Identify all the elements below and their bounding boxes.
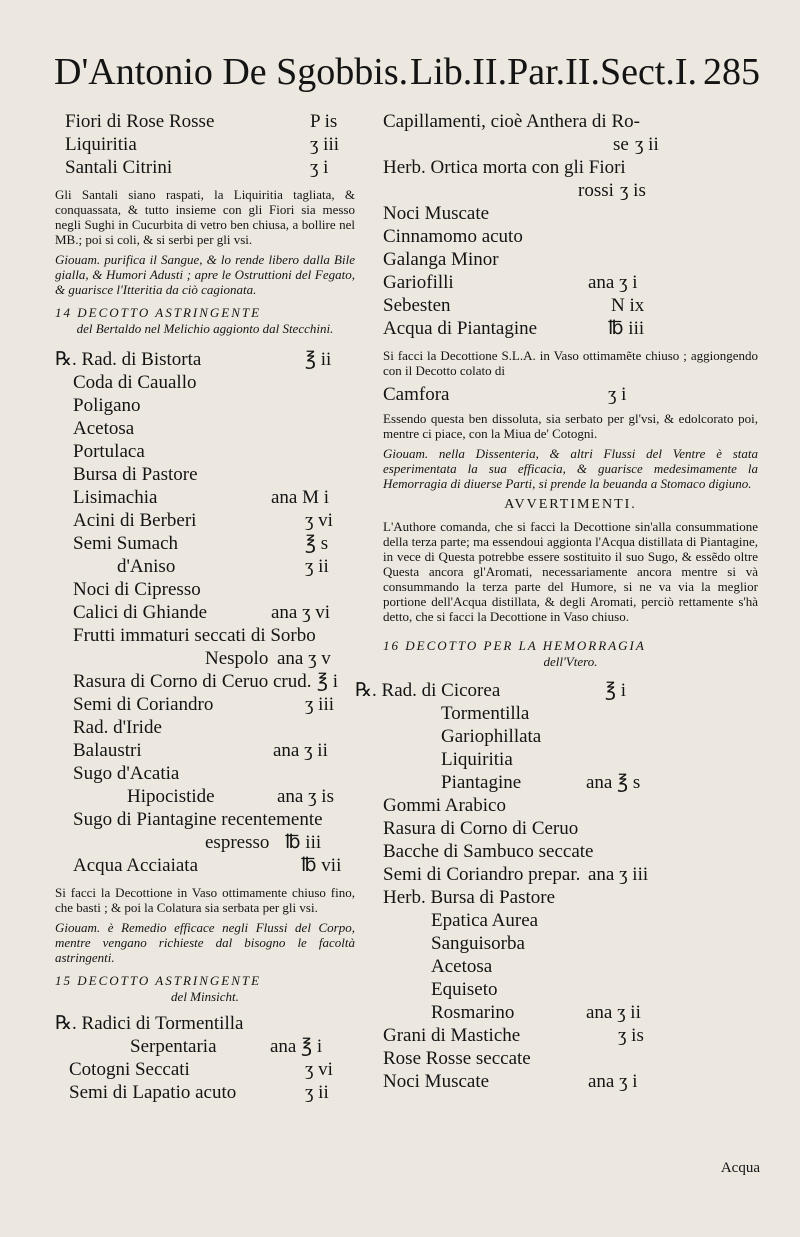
- ingredient: Acqua Acciaiata: [73, 855, 199, 876]
- recipe-row: [73, 624, 355, 647]
- ingredient: Fiori di Rose Rosse: [65, 111, 215, 132]
- quantity: ℥ i: [605, 680, 627, 701]
- recipe-row: [73, 509, 355, 532]
- recipe-row: [383, 1024, 758, 1047]
- ingredient: Galanga Minor: [383, 249, 499, 270]
- ingredient: Santali Citrini: [65, 157, 173, 178]
- ingredient: ℞. Rad. di Bistorta: [55, 349, 202, 370]
- ingredient: Lisimachia: [73, 487, 158, 508]
- ingredient: Sebesten: [383, 295, 451, 316]
- quantity: N ix: [611, 295, 645, 316]
- recipe-row: [383, 794, 758, 817]
- recipe-row: [73, 854, 355, 877]
- recipe-row: [383, 317, 758, 340]
- recipe-row: [441, 771, 758, 794]
- recipe-row: [383, 271, 758, 294]
- ingredient: Rad. d'Iride: [73, 717, 162, 738]
- quantity: ʒ vi: [305, 1059, 333, 1080]
- quantity: ℔ iii: [608, 318, 645, 339]
- quantity: ℔ iii: [285, 832, 322, 853]
- ingredient: Portulaca: [73, 441, 145, 462]
- section-subtitle: del Bertaldo nel Melichio aggionto dal Stecchini.: [76, 321, 334, 336]
- quantity: ana ʒ ii: [273, 740, 328, 761]
- quantity: ℔ vii: [301, 855, 342, 876]
- recipe-row: [383, 1047, 758, 1070]
- ingredient: Semi Sumach: [73, 533, 179, 554]
- quantity: P is: [310, 111, 338, 132]
- recipe-row: [73, 670, 355, 693]
- running-header: [40, 50, 760, 110]
- recipe-row: [73, 394, 355, 417]
- left-column: [55, 110, 355, 1104]
- paragraph: Si facci la Decottione in Vaso ottimamente chiuso fino, che basti ; & poi la Colatura sia serbata per gli vsi.: [55, 885, 355, 915]
- ingredient: Liquiritia: [441, 749, 513, 770]
- quantity: ʒ is: [618, 1025, 644, 1046]
- recipe-row: [73, 417, 355, 440]
- recipe-row: [613, 133, 758, 156]
- section-title: 16 DECOTTO PER LA HEMORRAGIA: [383, 638, 646, 653]
- recipe-row: [65, 156, 355, 179]
- recipe-row: [73, 486, 355, 509]
- ingredient: rossi: [578, 180, 614, 201]
- ingredient: Hipocistide: [127, 786, 215, 807]
- recipe-row: [205, 831, 355, 854]
- quantity: ana ʒ v: [277, 648, 331, 669]
- ingredient: Cotogni Seccati: [69, 1059, 190, 1080]
- quantity: ʒ iii: [305, 694, 335, 715]
- ingredient: Sugo di Piantagine recentemente: [73, 809, 323, 830]
- paragraph-notes: L'Authore comanda, che si facci la Decottione sin'alla consummatione della terza parte; ma essendoui aggionta l'Acqua distillata di Piantagine, in vece di Questa potrebbe essere sostituito il suo Sugo, & essẽdo oltre Questa ancora gl'Aromati, necessariamente ancora mentre si và consummando la terza parte del Humore, si ne va via la meglior portione dell'Acqua distillata, & degli Aromati, perciò rettamente s'hà detto, che si facci la Decottione in Vaso chiuso.: [383, 519, 758, 624]
- recipe-row: [383, 110, 758, 133]
- ingredient: Acetosa: [73, 418, 135, 439]
- header-author: D'Antonio De Sgobbis.: [54, 51, 409, 93]
- header-section: Lib.II.Par.II.Sect.I.: [410, 51, 698, 93]
- ingredient: Calici di Ghiande: [73, 602, 208, 623]
- recipe-row: [441, 702, 758, 725]
- quantity: ana ʒ ii: [586, 1002, 641, 1023]
- recipe-row: [55, 348, 355, 371]
- recipe-row: [73, 762, 355, 785]
- ingredient: ℞. Rad. di Cicorea: [355, 680, 501, 701]
- paragraph-usage: Giouam. è Remedio efficace negli Flussi del Corpo, mentre vengano richieste dal bisogno le facoltà astringenti.: [55, 920, 355, 965]
- ingredient: Acqua di Piantagine: [383, 318, 538, 339]
- paragraph: Gli Santali siano raspati, la Liquiritia tagliata, & conquassata, & tutto insieme con gli Fiori sia messo negli Sughi in Cucurbita di vetro ben chiusa, a bollire nel MB.; poi si coli, & si serbi per gli vsi.: [55, 187, 355, 247]
- ingredient: Acetosa: [431, 956, 493, 977]
- recipe-row: [431, 932, 758, 955]
- recipe-row: [383, 156, 758, 179]
- ingredient: Rasura di Corno di Ceruo crud.: [73, 671, 312, 692]
- recipe-row: [383, 863, 758, 886]
- ingredient: Semi di Lapatio acuto: [69, 1082, 237, 1103]
- recipe-row: [73, 739, 355, 762]
- recipe-row: [383, 840, 758, 863]
- ingredient: Noci Muscate: [383, 203, 490, 224]
- recipe-row: [69, 1081, 355, 1104]
- ingredient: Serpentaria: [130, 1036, 217, 1057]
- quantity: ana ʒ iii: [588, 864, 649, 885]
- quantity: ʒ vi: [305, 510, 333, 531]
- catchword: Acqua: [720, 1160, 760, 1176]
- ingredient: Frutti immaturi seccati di Sorbo: [73, 625, 316, 646]
- recipe-row: [73, 601, 355, 624]
- recipe-row: [441, 748, 758, 771]
- ingredient: Sugo d'Acatia: [73, 763, 180, 784]
- quantity: ℥ s: [305, 533, 329, 554]
- recipe-row: [65, 133, 355, 156]
- ingredient: Gommi Arabico: [383, 795, 506, 816]
- section-title: 14 DECOTTO ASTRINGENTE: [55, 305, 262, 320]
- page-number: 285: [703, 51, 760, 93]
- recipe-row: [73, 578, 355, 601]
- quantity: ana ʒ is: [277, 786, 334, 807]
- ingredient: Piantagine: [441, 772, 522, 793]
- ingredient: Rose Rosse seccate: [383, 1048, 531, 1069]
- ingredient: Noci Muscate: [383, 1071, 490, 1092]
- recipe-row: [383, 1070, 758, 1093]
- ingredient: Equiseto: [431, 979, 498, 1000]
- quantity: ana M i: [271, 487, 330, 508]
- recipe-row: [431, 909, 758, 932]
- ingredient: Poligano: [73, 395, 141, 416]
- notes-heading: AVVERTIMENTI.: [504, 497, 637, 512]
- quantity: ʒ ii: [305, 1082, 329, 1103]
- recipe-row: [383, 886, 758, 909]
- quantity: ana ℥ i: [270, 1036, 323, 1057]
- recipe-row: [383, 817, 758, 840]
- recipe-row: [73, 716, 355, 739]
- quantity: ana ʒ vi: [271, 602, 331, 623]
- ingredient: Camfora: [383, 384, 450, 405]
- ingredient: Acini di Berberi: [73, 510, 197, 531]
- ingredient: Herb. Ortica morta con gli Fiori: [383, 157, 626, 178]
- recipe-row: [69, 1058, 355, 1081]
- quantity: ʒ iii: [310, 134, 340, 155]
- quantity: ʒ ii: [305, 556, 329, 577]
- right-column: [355, 110, 758, 1093]
- ingredient: se: [613, 134, 629, 155]
- ingredient: Bursa di Pastore: [73, 464, 198, 485]
- recipe-row: [73, 532, 355, 555]
- quantity: ʒ i: [608, 384, 627, 405]
- ingredient: Sanguisorba: [431, 933, 525, 954]
- ingredient: d'Aniso: [117, 556, 176, 577]
- recipe-row: [127, 785, 355, 808]
- ingredient: Liquiritia: [65, 134, 137, 155]
- recipe-row: [383, 248, 758, 271]
- quantity: ℥ ii: [305, 349, 332, 370]
- recipe-row: [55, 1012, 355, 1035]
- ingredient: Cinnamomo acuto: [383, 226, 523, 247]
- ingredient: espresso: [205, 832, 270, 853]
- ingredient: Semi di Coriandro: [73, 694, 214, 715]
- recipe-row: [431, 1001, 758, 1024]
- ingredient: Noci di Cipresso: [73, 579, 201, 600]
- quantity: ʒ i: [310, 157, 329, 178]
- recipe-row: [383, 225, 758, 248]
- quantity: ℥ i: [317, 671, 339, 692]
- ingredient: Tormentilla: [441, 703, 530, 724]
- recipe-row: [73, 371, 355, 394]
- recipe-row: [117, 555, 355, 578]
- quantity: ana ʒ i: [588, 272, 638, 293]
- ingredient: Gariophillata: [441, 726, 542, 747]
- ingredient: Gariofilli: [383, 272, 454, 293]
- ingredient: Epatica Aurea: [431, 910, 539, 931]
- ingredient: Balaustri: [73, 740, 142, 761]
- recipe-row: [65, 110, 355, 133]
- recipe-row: [431, 955, 758, 978]
- recipe-row: [431, 978, 758, 1001]
- recipe-row: [130, 1035, 355, 1058]
- ingredient: Grani di Mastiche: [383, 1025, 521, 1046]
- recipe-row: [383, 294, 758, 317]
- quantity: ʒ ii: [635, 134, 659, 155]
- ingredient: Capillamenti, cioè Anthera di Ro-: [383, 111, 640, 132]
- quantity: ana ʒ i: [588, 1071, 638, 1092]
- paragraph-usage: Giouam. purifica il Sangue, & lo rende libero dalla Bile gialla, & Humori Adusti ; apre le Ostruttioni del Fegato, & guarisce l'Itteritia da ciò cagionata.: [55, 252, 355, 297]
- section-subtitle: dell'Vtero.: [543, 654, 598, 669]
- paragraph-usage: Giouam. nella Dissenteria, & altri Flussi del Ventre è stata esperimentata la sua efficacia, & guarisce medesimamente la Hemorragia di diuerse Parti, si prende la beuanda a Stomaco digiuno.: [383, 446, 758, 491]
- recipe-row: [73, 808, 355, 831]
- section-subtitle: del Minsicht.: [171, 989, 239, 1004]
- ingredient: Coda di Cauallo: [73, 372, 197, 393]
- ingredient: Bacche di Sambuco seccate: [383, 841, 594, 862]
- ingredient: Rasura di Corno di Ceruo: [383, 818, 579, 839]
- ingredient: Herb. Bursa di Pastore: [383, 887, 556, 908]
- recipe-row: [355, 679, 758, 702]
- recipe-row: [73, 693, 355, 716]
- quantity: ʒ is: [620, 180, 646, 201]
- recipe-row: [73, 463, 355, 486]
- ingredient: Rosmarino: [431, 1002, 515, 1023]
- recipe-row: [578, 179, 758, 202]
- recipe-row: [205, 647, 355, 670]
- paragraph: Essendo questa ben dissoluta, sia serbato per gl'vsi, & edolcorato poi, mentre ci piace, con la Miua de' Cotogni.: [383, 411, 758, 441]
- recipe-row: [383, 202, 758, 225]
- quantity: ana ℥ s: [586, 772, 641, 793]
- recipe-row: [73, 440, 355, 463]
- section-title: 15 DECOTTO ASTRINGENTE: [55, 973, 262, 988]
- paragraph: Si facci la Decottione S.L.A. in Vaso ottimamẽte chiuso ; aggiongendo con il Decotto colato di: [383, 348, 758, 378]
- ingredient: Semi di Coriandro prepar.: [383, 864, 581, 885]
- recipe-row: [441, 725, 758, 748]
- ingredient: ℞. Radici di Tormentilla: [55, 1013, 244, 1034]
- ingredient: Nespolo: [205, 648, 269, 669]
- recipe-row: [383, 383, 758, 406]
